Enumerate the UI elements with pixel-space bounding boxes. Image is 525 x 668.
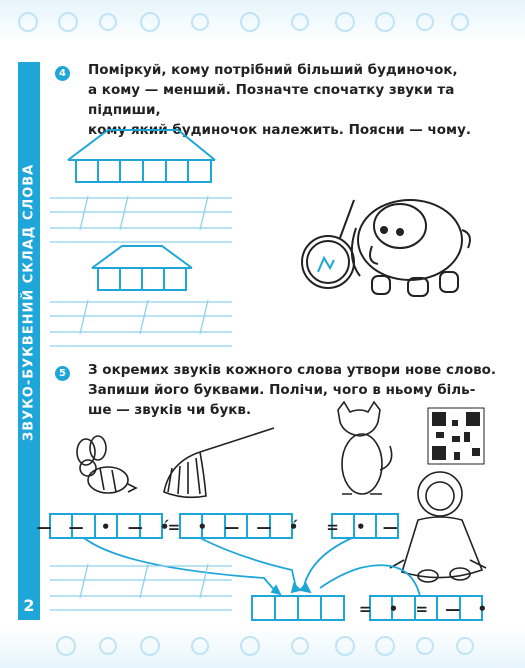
task-5-line-3: ше — звуків чи букв. — [88, 402, 252, 418]
scheme-bee: — — • — •́ — [36, 518, 176, 536]
section-title: ЗВУКО-БУКВЕНИЙ СКЛАД СЛОВА — [21, 163, 37, 441]
task-number-4: 4 — [55, 66, 70, 81]
task-4-line-2: а кому — менший. Позначте спочатку звуки та підпиши, — [88, 82, 455, 118]
cat-icon — [338, 402, 392, 494]
scheme-cat: = • — — [326, 518, 404, 536]
bee-icon — [77, 436, 136, 493]
task-5-line-2: Запиши його буквами. Полічи, чого в ньому біль- — [88, 382, 476, 398]
scheme-broom: = • — — •́ — [167, 518, 305, 536]
writing-lines-3 — [50, 564, 232, 610]
flower-icon — [0, 626, 525, 668]
page-number: 2 — [18, 592, 40, 620]
answer-boxes — [252, 596, 344, 620]
elephant-icon — [352, 200, 470, 296]
scheme-doll: = • = — • — [358, 600, 494, 618]
task-4-line-1: Поміркуй, кому потрібний більший будиночок, — [88, 62, 458, 78]
magnifier-icon — [302, 200, 354, 288]
task-4-line-3: кому який будиночок належить. Поясни — чому. — [88, 122, 472, 138]
task-number-5: 5 — [55, 366, 70, 381]
writing-lines-1 — [50, 196, 232, 242]
big-house — [68, 130, 215, 182]
small-house — [92, 246, 192, 290]
writing-lines-2 — [50, 300, 232, 346]
broom-icon — [164, 428, 274, 497]
arrows — [84, 538, 420, 596]
task-5-line-1: З окремих звуків кожного слова утвори нове слово. — [88, 362, 497, 378]
doll-icon — [390, 472, 486, 582]
qr-code-icon — [428, 408, 484, 464]
bottom-decorative-band — [0, 626, 525, 668]
